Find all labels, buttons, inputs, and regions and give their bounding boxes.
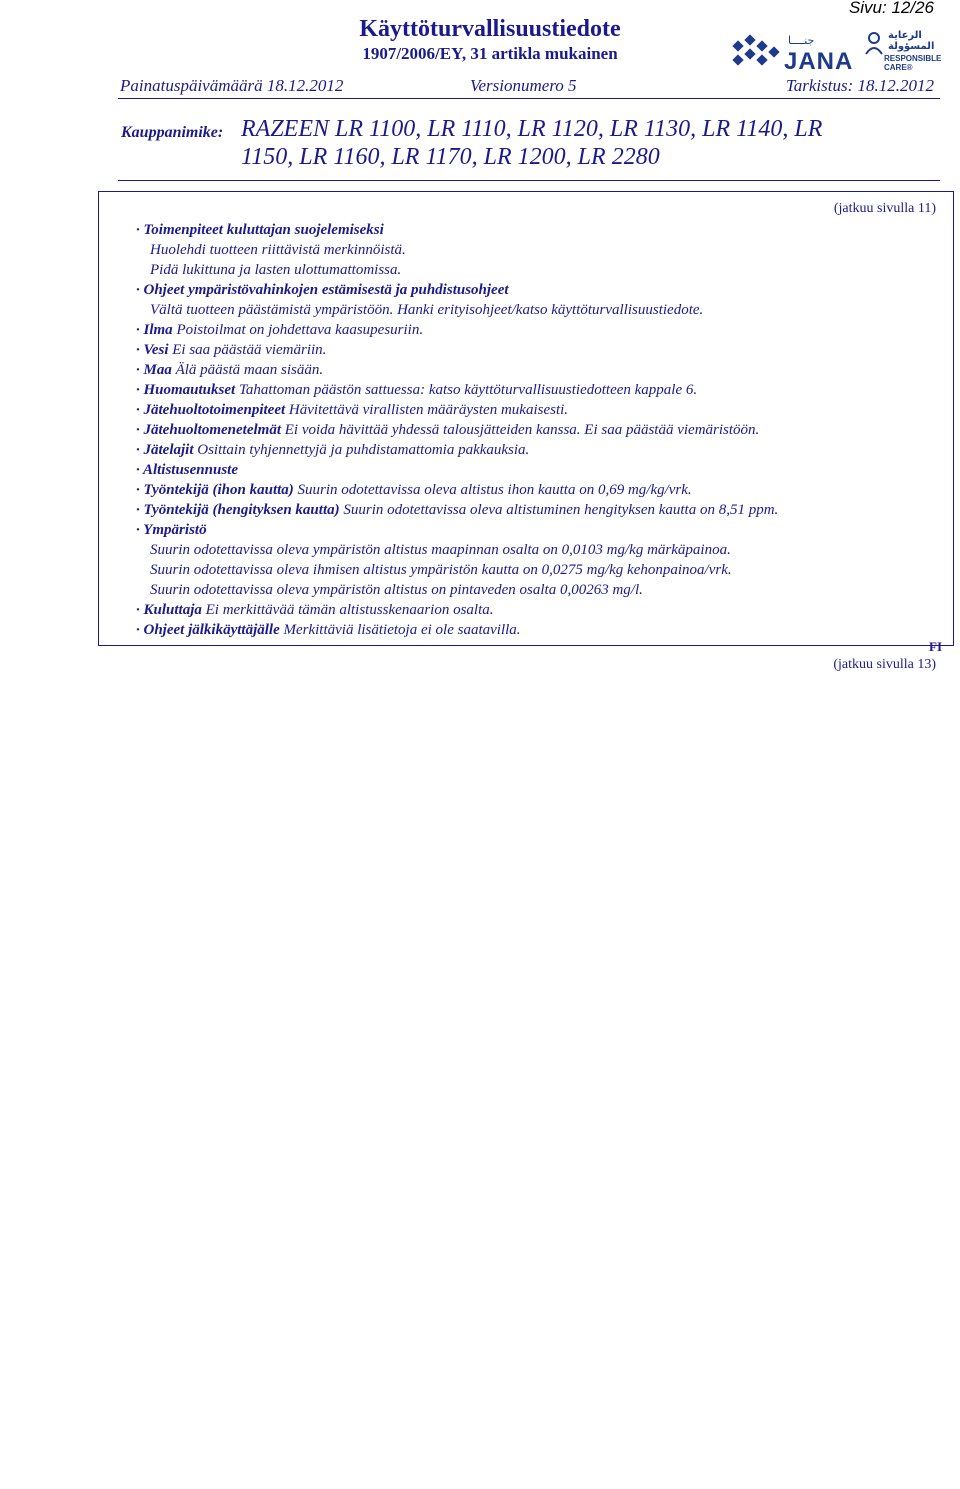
line-exposure-heading: · Altistusennuste: [136, 462, 238, 478]
line-waste-measures: · Jätehuoltotoimenpiteet Hävitettävä virallisten määräysten mukaisesti.: [136, 402, 569, 418]
line-worker-skin: · Työntekijä (ihon kautta) Suurin odotettavissa oleva altistus ihon kautta on 0,69 mg/kg/vrk.: [136, 482, 692, 498]
logos: [730, 28, 952, 74]
line-downstream-user: · Ohjeet jälkikäyttäjälle Merkittäviä lisätietoja ei ole saatavilla.: [136, 622, 521, 638]
responsible-care-arabic-text: الرعاية المسؤولة: [888, 30, 935, 52]
line-remarks: · Huomautukset Tahattoman päästön sattuessa: katso käyttöturvallisuustiedotteen kappale 6.: [136, 382, 698, 398]
continued-from-note: (jatkuu sivulla 11): [833, 201, 936, 216]
line-waste-types: · Jätelajit Osittain tyhjennettyjä ja puhdistamattomia pakkauksia.: [136, 442, 530, 458]
trade-name-label: Kauppanimike:: [121, 124, 224, 141]
line-consumer-protection-heading: · Toimenpiteet kuluttajan suojelemiseksi: [136, 222, 384, 238]
trade-name-rule: [118, 180, 940, 181]
document-title: Käyttöturvallisuustiedote: [359, 16, 621, 42]
document-subtitle: 1907/2006/EY, 31 artikla mukainen: [362, 44, 618, 63]
line-surface-water-exposure: Suurin odotettavissa oleva ympäristön altistus on pintaveden osalta 0,00263 mg/l.: [150, 582, 643, 598]
jana-logo: [730, 32, 854, 75]
line-environment-heading: · Ohjeet ympäristövahinkojen estämisestä ja puhdistusohjeet: [136, 282, 509, 298]
version-number: Versionumero 5: [470, 76, 577, 95]
header-rule: [118, 98, 940, 99]
line-waste-methods: · Jätehuoltomenetelmät Ei voida hävittää yhdessä talousjätteiden kanssa. Ei saa päästää viemäristöön.: [136, 422, 760, 438]
trade-name-line-1: RAZEEN LR 1100, LR 1110, LR 1120, LR 1130, LR 1140, LR: [241, 116, 823, 142]
jana-pattern-icon: [730, 32, 782, 72]
jana-logo-text: JANA: [784, 48, 854, 75]
page-number: Sivu: 12/26: [848, 0, 934, 17]
responsible-care-logo: [864, 28, 952, 74]
line-consumer: · Kuluttaja Ei merkittävää tämän altistusskenaarion osalta.: [136, 602, 494, 618]
line-environment-exposure-heading: · Ympäristö: [136, 522, 207, 538]
line-water: · Vesi Ei saa päästää viemäriin.: [136, 342, 327, 358]
revision-date: Tarkistus: 18.12.2012: [785, 76, 934, 95]
print-date: Painatuspäivämäärä 18.12.2012: [120, 76, 344, 95]
line-soil-exposure: Suurin odotettavissa oleva ympäristön altistus maapinnan osalta on 0,0103 mg/kg märkäpainoa.: [150, 542, 731, 558]
line-lock-away: Pidä lukittuna ja lasten ulottumattomissa.: [150, 262, 402, 278]
line-labelling: Huolehdi tuotteen riittävistä merkinnöistä.: [150, 242, 406, 258]
line-air: · Ilma Poistoilmat on johdettava kaasupesuriin.: [136, 322, 424, 338]
line-soil: · Maa Älä päästä maan sisään.: [136, 362, 324, 378]
responsible-care-hands-icon: [864, 32, 884, 56]
continued-on-note: (jatkuu sivulla 13): [833, 657, 936, 672]
line-human-exposure: Suurin odotettavissa oleva ihmisen altistus ympäristön kautta on 0,0275 mg/kg kehonpainoa/vrk.: [150, 562, 732, 578]
language-code: FI: [929, 639, 942, 654]
line-avoid-release: Vältä tuotteen päästämistä ympäristöön. Hanki erityisohjeet/katso käyttöturvallisuustiedote.: [150, 302, 704, 318]
responsible-care-text: RESPONSIBLE CARE®: [884, 54, 942, 72]
line-worker-inhalation: · Työntekijä (hengityksen kautta) Suurin odotettavissa oleva altistuminen hengityksen kautta on 8,51 ppm.: [136, 502, 779, 518]
jana-arabic-text: جنــــا: [788, 34, 815, 47]
trade-name-line-2: 1150, LR 1160, LR 1170, LR 1200, LR 2280: [241, 144, 660, 170]
